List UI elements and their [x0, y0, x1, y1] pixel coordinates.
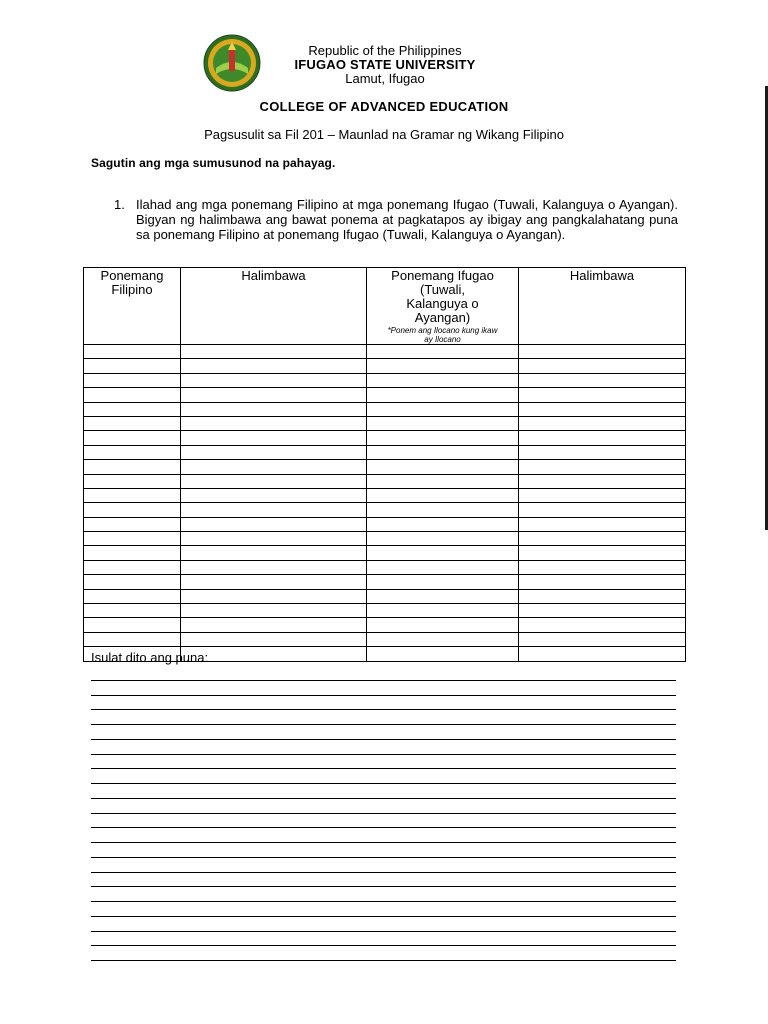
answer-cell[interactable] — [181, 560, 367, 574]
comment-line[interactable] — [91, 681, 676, 696]
answer-cell[interactable] — [519, 474, 686, 488]
answer-cell[interactable] — [84, 546, 181, 560]
comment-line[interactable] — [91, 740, 676, 755]
answer-cell[interactable] — [181, 618, 367, 632]
answer-cell[interactable] — [519, 517, 686, 531]
comment-line[interactable] — [91, 946, 676, 961]
comment-line[interactable] — [91, 843, 676, 858]
answer-cell[interactable] — [367, 488, 519, 502]
answer-cell[interactable] — [84, 359, 181, 373]
column-header-ponemang-filipino — [84, 268, 181, 345]
answer-cell[interactable] — [84, 517, 181, 531]
comment-line[interactable] — [91, 725, 676, 740]
answer-cell[interactable] — [367, 532, 519, 546]
comment-line[interactable] — [91, 710, 676, 725]
table-row — [84, 488, 686, 502]
comment-line[interactable] — [91, 666, 676, 681]
answer-cell[interactable] — [367, 431, 519, 445]
answer-cell[interactable] — [519, 632, 686, 646]
republic-line: Republic of the Philippines — [308, 43, 462, 58]
answer-cell[interactable] — [367, 647, 519, 661]
column-header-label: Halimbawa — [569, 268, 635, 283]
answer-cell[interactable] — [181, 604, 367, 618]
answer-cell[interactable] — [181, 445, 367, 459]
table-row — [84, 345, 686, 359]
table-row — [84, 359, 686, 373]
comment-line[interactable] — [91, 873, 676, 888]
answer-cell[interactable] — [519, 503, 686, 517]
column-header-label: Halimbawa — [241, 268, 306, 283]
answer-cell[interactable] — [84, 416, 181, 430]
answer-cell[interactable] — [181, 416, 367, 430]
table-row — [84, 431, 686, 445]
answer-cell[interactable] — [84, 460, 181, 474]
table-row — [84, 532, 686, 546]
answer-cell[interactable] — [519, 460, 686, 474]
answer-cell[interactable] — [84, 560, 181, 574]
answer-cell[interactable] — [84, 575, 181, 589]
answer-cell[interactable] — [84, 604, 181, 618]
answer-cell[interactable] — [519, 431, 686, 445]
table-row — [84, 503, 686, 517]
answer-cell[interactable] — [519, 589, 686, 603]
answer-cell[interactable] — [181, 474, 367, 488]
answer-cell[interactable] — [367, 445, 519, 459]
answer-cell[interactable] — [519, 575, 686, 589]
answer-cell[interactable] — [519, 416, 686, 430]
comment-line[interactable] — [91, 858, 676, 873]
answer-cell[interactable] — [519, 488, 686, 502]
table-row — [84, 546, 686, 560]
column-header-halimbawa-1 — [181, 268, 367, 345]
answer-cell[interactable] — [84, 474, 181, 488]
comment-line[interactable] — [91, 814, 676, 829]
comment-line[interactable] — [91, 799, 676, 814]
answer-cell[interactable] — [181, 632, 367, 646]
answer-cell[interactable] — [367, 546, 519, 560]
table-row — [84, 618, 686, 632]
comment-line[interactable] — [91, 917, 676, 932]
answer-cell[interactable] — [181, 460, 367, 474]
answer-cell[interactable] — [519, 402, 686, 416]
exam-title: Pagsusulit sa Fil 201 – Maunlad na Gramar ng Wikang Filipino — [204, 127, 564, 142]
answer-cell[interactable] — [519, 546, 686, 560]
answer-cell[interactable] — [519, 388, 686, 402]
answer-table — [83, 267, 686, 662]
table-header-row — [84, 268, 686, 345]
comment-line[interactable] — [91, 784, 676, 799]
answer-cell[interactable] — [519, 560, 686, 574]
question-number: 1. — [114, 197, 125, 212]
answer-cell[interactable] — [181, 345, 367, 359]
answer-cell[interactable] — [84, 503, 181, 517]
answer-cell[interactable] — [84, 402, 181, 416]
column-header-label: Ponemang Filipino — [100, 268, 164, 297]
table-row — [84, 575, 686, 589]
answer-cell[interactable] — [367, 373, 519, 387]
answer-cell[interactable] — [367, 575, 519, 589]
answer-cell[interactable] — [367, 460, 519, 474]
table-row — [84, 560, 686, 574]
university-location: Lamut, Ifugao — [345, 71, 425, 86]
answer-cell[interactable] — [519, 345, 686, 359]
table-row — [84, 416, 686, 430]
question-text: Ilahad ang mga ponemang Filipino at mga ponemang Ifugao (Tuwali, Kalanguya o Ayangan). Bigyan ng halimbawa ang bawat ponema at pagkatapos ay ibigay ang pangkalahatang puna sa ponemang Filipino at ponemang Ifugao (Tuwali, Kalanguya o Ayangan). — [136, 197, 678, 242]
answer-cell[interactable] — [84, 618, 181, 632]
answer-cell[interactable] — [519, 647, 686, 661]
answer-cell[interactable] — [181, 373, 367, 387]
column-header-note: *Ponem ang Ilocano kung ikaw ay Ilocano — [387, 326, 498, 344]
comment-line[interactable] — [91, 902, 676, 917]
university-name: IFUGAO STATE UNIVERSITY — [294, 57, 476, 72]
table-row — [84, 388, 686, 402]
answer-cell[interactable] — [367, 359, 519, 373]
answer-cell[interactable] — [367, 517, 519, 531]
answer-cell[interactable] — [84, 445, 181, 459]
answer-cell[interactable] — [84, 589, 181, 603]
answer-cell[interactable] — [519, 618, 686, 632]
answer-cell[interactable] — [84, 431, 181, 445]
column-header-ponemang-ifugao — [367, 268, 519, 345]
answer-cell[interactable] — [84, 532, 181, 546]
table-row — [84, 589, 686, 603]
table-row — [84, 460, 686, 474]
answer-cell[interactable] — [181, 517, 367, 531]
table-row — [84, 402, 686, 416]
table-row — [84, 445, 686, 459]
answer-cell[interactable] — [84, 632, 181, 646]
comment-line[interactable] — [91, 828, 676, 843]
answer-cell[interactable] — [367, 503, 519, 517]
table-row — [84, 517, 686, 531]
answer-cell[interactable] — [519, 373, 686, 387]
answer-cell[interactable] — [519, 532, 686, 546]
answer-cell[interactable] — [84, 488, 181, 502]
answer-cell[interactable] — [181, 647, 367, 661]
table-row — [84, 373, 686, 387]
answer-cell[interactable] — [367, 560, 519, 574]
answer-cell[interactable] — [181, 546, 367, 560]
answer-cell[interactable] — [84, 345, 181, 359]
answer-cell[interactable] — [181, 359, 367, 373]
table-row — [84, 604, 686, 618]
answer-cell[interactable] — [84, 388, 181, 402]
answer-cell[interactable] — [367, 589, 519, 603]
answer-cell[interactable] — [367, 345, 519, 359]
answer-cell[interactable] — [181, 388, 367, 402]
answer-cell[interactable] — [519, 604, 686, 618]
table-row — [84, 474, 686, 488]
column-header-halimbawa-2 — [519, 268, 686, 345]
comment-line[interactable] — [91, 769, 676, 784]
answer-cell[interactable] — [181, 532, 367, 546]
answer-cell[interactable] — [367, 416, 519, 430]
answer-cell[interactable] — [181, 488, 367, 502]
answer-cell[interactable] — [181, 431, 367, 445]
comment-lines — [91, 666, 676, 961]
answer-cell[interactable] — [367, 618, 519, 632]
answer-cell[interactable] — [367, 632, 519, 646]
answer-cell[interactable] — [367, 388, 519, 402]
answer-cell[interactable] — [367, 402, 519, 416]
comment-line[interactable] — [91, 696, 676, 711]
answer-cell[interactable] — [519, 445, 686, 459]
comment-line[interactable] — [91, 932, 676, 947]
answer-cell[interactable] — [181, 589, 367, 603]
answer-cell[interactable] — [84, 373, 181, 387]
comment-label: Isulat dito ang puna: — [91, 650, 209, 665]
answer-cell[interactable] — [367, 474, 519, 488]
answer-cell[interactable] — [519, 359, 686, 373]
column-header-label: Ponemang Ifugao (Tuwali, Kalanguya o Ayangan) — [391, 268, 494, 325]
instructions: Sagutin ang mga sumusunod na pahayag. — [91, 156, 336, 170]
table-row — [84, 632, 686, 646]
answer-cell[interactable] — [367, 604, 519, 618]
answer-cell[interactable] — [181, 503, 367, 517]
college-name: COLLEGE OF ADVANCED EDUCATION — [259, 99, 509, 114]
comment-line[interactable] — [91, 755, 676, 770]
answer-cell[interactable] — [181, 402, 367, 416]
comment-line[interactable] — [91, 887, 676, 902]
answer-cell[interactable] — [181, 575, 367, 589]
